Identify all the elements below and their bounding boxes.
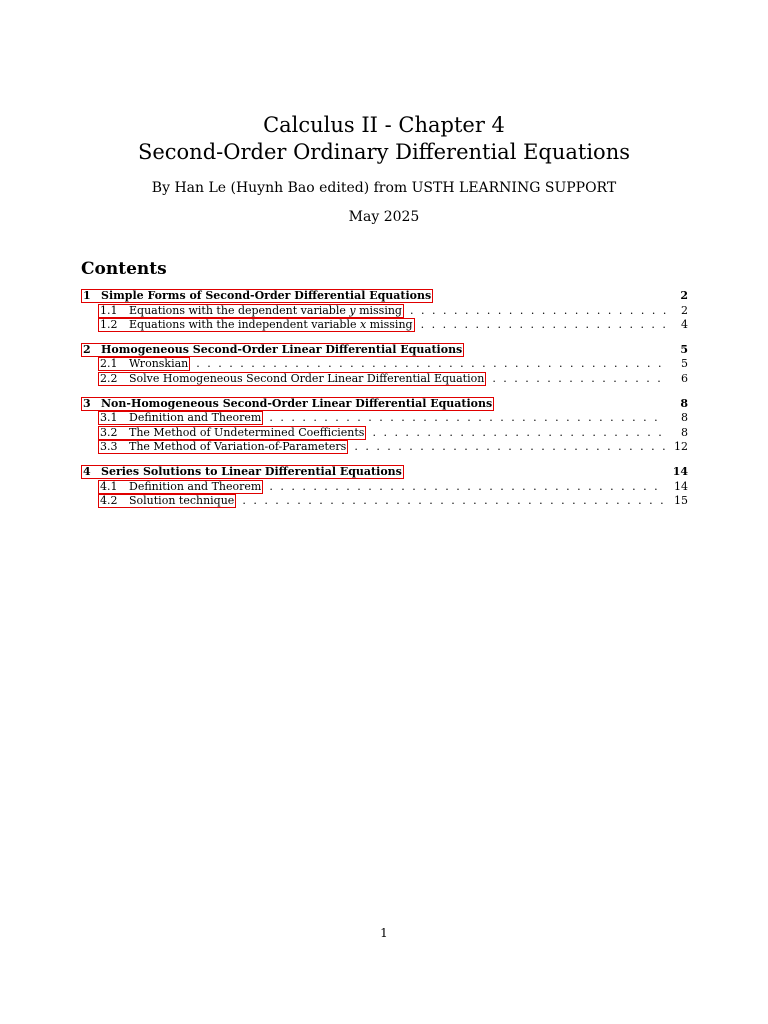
- toc-title: The Method of Undetermined Coefficients: [129, 425, 365, 439]
- toc-entry: [81, 426, 688, 441]
- table-of-contents: [81, 289, 688, 519]
- toc-number: 1.2: [100, 318, 118, 332]
- toc-link-2-1[interactable]: [98, 357, 190, 371]
- toc-title: Definition and Theorem: [129, 479, 262, 493]
- toc-page: 4: [681, 318, 688, 332]
- toc-entry: [81, 440, 688, 455]
- toc-entry: [81, 289, 688, 304]
- toc-title: Solve Homogeneous Second Order Linear Differential Equation: [129, 371, 485, 385]
- toc-title: Equations with the dependent variable y missing: [129, 303, 402, 317]
- toc-title: Non-Homogeneous Second-Order Linear Differential Equations: [101, 396, 493, 410]
- toc-number: 1.1: [100, 303, 118, 317]
- toc-section-3: [81, 397, 688, 455]
- toc-link-1-2[interactable]: [98, 318, 415, 332]
- toc-link-2-2[interactable]: [98, 372, 486, 386]
- toc-entry: [81, 494, 688, 509]
- toc-link-4-2[interactable]: [98, 494, 236, 508]
- toc-link-3-3[interactable]: [98, 440, 348, 454]
- toc-number: 1: [83, 289, 91, 302]
- toc-link-4-1[interactable]: [98, 480, 263, 494]
- leader-dots: [269, 480, 666, 494]
- toc-page: 8: [681, 425, 688, 439]
- toc-page: 8: [680, 396, 688, 410]
- document-title-line1: Calculus II - Chapter 4: [263, 113, 505, 137]
- toc-title: Simple Forms of Second-Order Differential Equations: [101, 289, 432, 302]
- toc-link-section-3[interactable]: [81, 397, 494, 411]
- toc-section-2: [81, 343, 688, 387]
- toc-number: 3.2: [100, 425, 118, 439]
- toc-entry: [81, 465, 688, 480]
- toc-title: Solution technique: [129, 494, 235, 508]
- toc-number: 3.3: [100, 440, 118, 454]
- leader-dots: [410, 304, 666, 318]
- toc-number: 4: [83, 464, 91, 478]
- toc-link-3-2[interactable]: [98, 426, 366, 440]
- toc-page: 14: [672, 464, 688, 478]
- toc-link-3-1[interactable]: [98, 411, 263, 425]
- toc-page: 6: [681, 371, 688, 385]
- toc-entry: [81, 357, 688, 372]
- toc-entry: [81, 304, 688, 319]
- toc-entry: [81, 411, 688, 426]
- toc-page: 5: [680, 342, 688, 356]
- leader-dots: [269, 411, 666, 425]
- document-author: By Han Le (Huynh Bao edited) from USTH LEARNING SUPPORT: [151, 180, 617, 196]
- leader-dots: [196, 357, 666, 371]
- toc-page: 12: [674, 440, 688, 454]
- leader-dots: [242, 494, 666, 508]
- toc-link-section-2[interactable]: [81, 343, 464, 357]
- toc-page: 2: [681, 303, 688, 317]
- toc-number: 3: [83, 396, 91, 410]
- toc-number: 2.2: [100, 371, 118, 385]
- toc-entry: [81, 343, 688, 358]
- toc-section-4: [81, 465, 688, 509]
- document-date: May 2025: [348, 209, 420, 225]
- document-title-line2: Second-Order Ordinary Differential Equations: [137, 140, 631, 164]
- toc-title: Equations with the independent variable x missing: [129, 318, 413, 332]
- leader-dots: [372, 426, 666, 440]
- toc-entry: [81, 397, 688, 412]
- toc-number: 2.1: [100, 357, 118, 371]
- toc-entry: [81, 480, 688, 495]
- leader-dots: [492, 372, 666, 386]
- toc-link-1-1[interactable]: [98, 304, 404, 318]
- toc-link-section-4[interactable]: [81, 465, 404, 479]
- toc-page: 5: [681, 357, 688, 371]
- toc-title: Definition and Theorem: [129, 411, 262, 425]
- toc-entry: [81, 372, 688, 387]
- page-number: 1: [380, 926, 388, 940]
- toc-section-1: [81, 289, 688, 333]
- toc-title: Homogeneous Second-Order Linear Differential Equations: [101, 342, 463, 356]
- toc-title: Series Solutions to Linear Differential Equations: [101, 464, 402, 478]
- leader-dots: [354, 440, 666, 454]
- toc-entry: [81, 318, 688, 333]
- toc-title: Wronskian: [129, 357, 189, 371]
- toc-page: 14: [674, 479, 688, 493]
- toc-number: 4.2: [100, 494, 118, 508]
- toc-page: 2: [680, 289, 688, 302]
- toc-page: 15: [674, 494, 688, 508]
- toc-page: 8: [681, 411, 688, 425]
- toc-number: 4.1: [100, 479, 118, 493]
- toc-title: The Method of Variation-of-Parameters: [129, 440, 347, 454]
- leader-dots: [421, 318, 666, 332]
- contents-heading: Contents: [81, 259, 167, 279]
- toc-number: 2: [83, 342, 91, 356]
- toc-link-section-1[interactable]: [81, 289, 433, 303]
- toc-number: 3.1: [100, 411, 118, 425]
